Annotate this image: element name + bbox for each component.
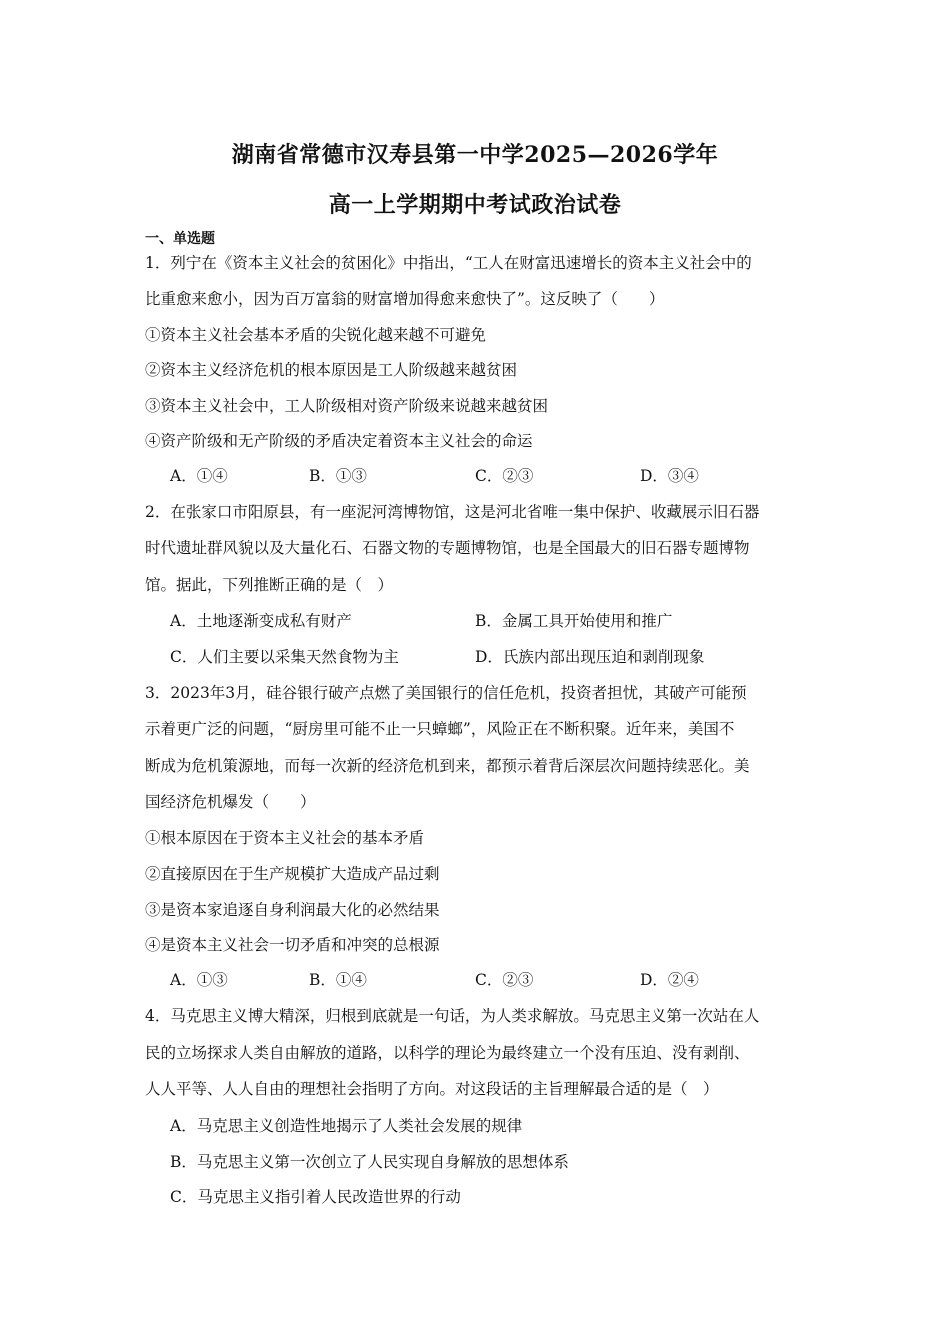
q4-stem-line: 4．马克思主义博大精深，归根到底就是一句话，为人类求解放。马克思主义第一次站在人 — [145, 1007, 760, 1025]
q2-option-d: D．氏族内部出现压迫和剥削现象 — [475, 648, 705, 666]
exam-title-line1: 湖南省常德市汉寿县第一中学2025—2026学年 — [231, 142, 719, 168]
q1-statement: ①资本主义社会基本矛盾的尖锐化越来越不可避免 — [145, 326, 487, 344]
q4-option-c: C．马克思主义指引着人民改造世界的行动 — [170, 1188, 461, 1206]
exam-title-line2: 高一上学期期中考试政治试卷 — [328, 192, 622, 218]
q4-option-a: A．马克思主义创造性地揭示了人类社会发展的规律 — [170, 1117, 523, 1135]
q3-option-b: B．①④ — [309, 971, 367, 989]
q3-option-c: C．②③ — [475, 971, 534, 989]
q2-stem-line: 时代遗址群风貌以及大量化石、石器文物的专题博物馆，也是全国最大的旧石器专题博物 — [145, 539, 750, 557]
q3-statement: ③是资本家追逐自身利润最大化的必然结果 — [145, 901, 440, 919]
q3-statement: ①根本原因在于资本主义社会的基本矛盾 — [145, 829, 425, 847]
q3-statement: ④是资本主义社会一切矛盾和冲突的总根源 — [145, 936, 440, 954]
q3-statement: ②直接原因在于生产规模扩大造成产品过剩 — [145, 865, 440, 883]
q2-option-a: A．土地逐渐变成私有财产 — [170, 612, 352, 630]
q3-option-a: A．①③ — [170, 971, 228, 989]
q4-stem-line: 人人平等、人人自由的理想社会指明了方向。对这段话的主旨理解最合适的是（ ） — [145, 1080, 719, 1098]
q1-statement: ③资本主义社会中，工人阶级相对资产阶级来说越来越贫困 — [145, 397, 549, 415]
q1-option-a: A．①④ — [170, 467, 228, 485]
section-heading: 一、单选题 — [145, 231, 215, 247]
q1-stem-line: 1．列宁在《资本主义社会的贫困化》中指出，“工人在财富迅速增长的资本主义社会中的 — [145, 254, 752, 272]
q1-statement: ④资产阶级和无产阶级的矛盾决定着资本主义社会的命运 — [145, 432, 533, 450]
q2-stem-line: 2．在张家口市阳原县，有一座泥河湾博物馆，这是河北省唯一集中保护、收藏展示旧石器 — [145, 503, 760, 521]
q3-option-d: D．②④ — [640, 971, 699, 989]
q3-stem-line: 3．2023年3月，硅谷银行破产点燃了美国银行的信任危机，投资者担忧，其破产可能预 — [145, 684, 747, 702]
q1-stem-line: 比重愈来愈小，因为百万富翁的财富增加得愈来愈快了”。这反映了（ ） — [145, 290, 665, 308]
q1-option-c: C．②③ — [475, 467, 534, 485]
q3-stem-line: 示着更广泛的问题，“厨房里可能不止一只蟑螂”，风险正在不断积聚。近年来，美国不 — [145, 720, 735, 738]
q3-stem-line: 断成为危机策源地，而每一次新的经济危机到来，都预示着背后深层次问题持续恶化。美 — [145, 757, 750, 775]
q1-statement: ②资本主义经济危机的根本原因是工人阶级越来越贫困 — [145, 361, 518, 379]
q2-option-b: B．金属工具开始使用和推广 — [475, 612, 673, 630]
q1-option-b: B．①③ — [309, 467, 367, 485]
q4-option-b: B．马克思主义第一次创立了人民实现自身解放的思想体系 — [170, 1153, 569, 1171]
q2-option-c: C．人们主要以采集天然食物为主 — [170, 648, 399, 666]
q3-stem-line: 国经济危机爆发（ ） — [145, 793, 316, 811]
q4-stem-line: 民的立场探求人类自由解放的道路，以科学的理论为最终建立一个没有压迫、没有剥削、 — [145, 1044, 750, 1062]
q2-stem-line: 馆。据此，下列推断正确的是（ ） — [145, 576, 394, 594]
q1-option-d: D．③④ — [640, 467, 699, 485]
